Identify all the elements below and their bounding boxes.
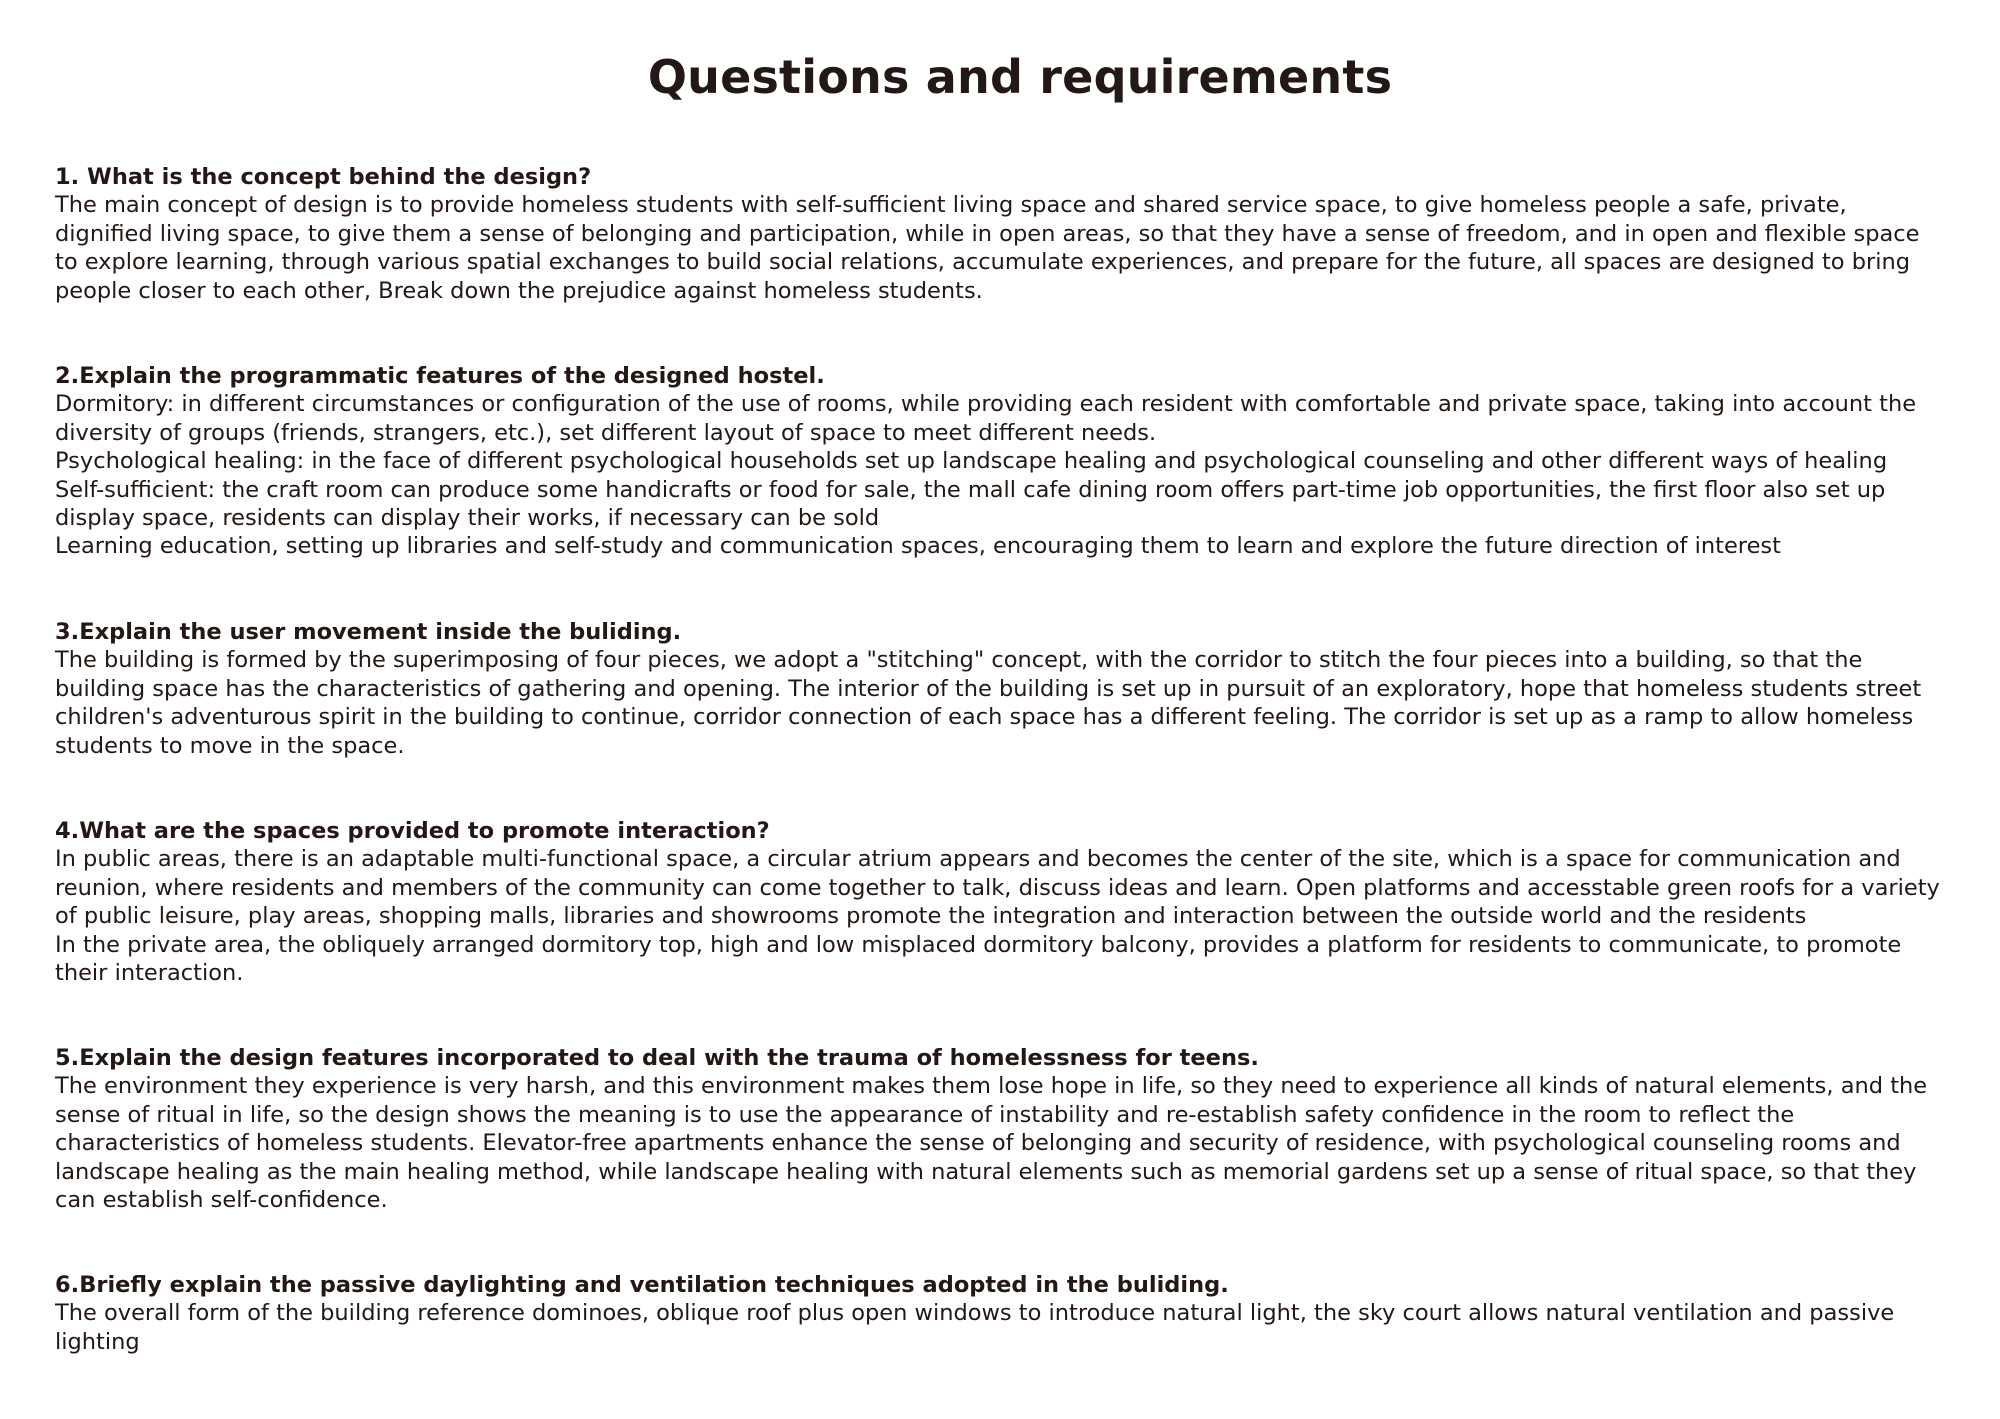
question-heading-3: 3.Explain the user movement inside the buliding. [55, 619, 682, 645]
question-section-6 [55, 1271, 1975, 1356]
question-heading-4: 4.What are the spaces provided to promote interaction? [55, 818, 770, 844]
question-section-1 [55, 163, 1975, 305]
question-heading-5: 5.Explain the design features incorporated to deal with the trauma of homelessness for teens. [55, 1045, 1259, 1071]
answer-text-5: The environment they experience is very harsh, and this environment makes them lose hope in life, so they need to experience all kinds of natural elements, and the sense of ritual in life, so the design shows the meaning is to use the appearance of instability and re-establish safety confidence in the room to reflect the characteristics of homeless students. Elevator-free apartments enhance the sense of belonging and security of residence, with psychological counseling rooms and landscape healing as the main healing method, while landscape healing with natural elements such as memorial gardens set up a sense of ritual space, so that they can establish self-confidence. [55, 1073, 1928, 1214]
answer-text-6: The overall form of the building reference dominoes, oblique roof plus open windows to introduce natural light, the sky court allows natural ventilation and passive lighting [55, 1300, 1895, 1355]
question-section-3 [55, 618, 1975, 760]
answer-text-1: The main concept of design is to provide homeless students with self-sufficient living space and shared service space, to give homeless people a safe, private, dignified living space, to give them a sense of belonging and participation, while in open areas, so that they have a sense of freedom, and in open and flexible space to explore learning, through various spatial exchanges to build social relations, accumulate experiences, and prepare for the future, all spaces are designed to bring people closer to each other, Break down the prejudice against homeless students. [55, 192, 1920, 304]
question-section-5 [55, 1044, 1975, 1214]
answer-text-2: Dormitory: in different circumstances or configuration of the use of rooms, while providing each resident with comfortable and private space, taking into account the diversity of groups (friends, strangers, etc.), set different layout of space to meet different needs. Psychological healing: in the face of different psychological households set up landscape healing and psychological counseling and other different ways of healing Self-sufficient: the craft room can produce some handicrafts or food for sale, the mall cafe dining room offers part-time job opportunities, the first floor also set up display space, residents can display their works, if necessary can be sold Learning education, setting up libraries and self-study and communication spaces, encouraging them to learn and explore the future direction of interest [55, 391, 1917, 560]
question-section-2 [55, 362, 1975, 561]
question-heading-2: 2.Explain the programmatic features of the designed hostel. [55, 363, 825, 389]
question-heading-6: 6.Briefly explain the passive daylighting and ventilation techniques adopted in the buliding. [55, 1272, 1229, 1298]
question-section-4 [55, 817, 1975, 987]
answer-text-4: In public areas, there is an adaptable multi-functional space, a circular atrium appears and becomes the center of the site, which is a space for communication and reunion, where residents and members of the community can come together to talk, discuss ideas and learn. Open platforms and accesstable green roofs for a variety of public leisure, play areas, shopping malls, libraries and showrooms promote the integration and interaction between the outside world and the residents In the private area, the obliquely arranged dormitory top, high and low misplaced dormitory balcony, provides a platform for residents to communicate, to promote their interaction. [55, 846, 1940, 987]
question-heading-1: 1. What is the concept behind the design? [55, 164, 592, 190]
answer-text-3: The building is formed by the superimposing of four pieces, we adopt a "stitching" concept, with the corridor to stitch the four pieces into a building, so that the building space has the characteristics of gathering and opening. The interior of the building is set up in pursuit of an exploratory, hope that homeless students street children's adventurous spirit in the building to continue, corridor connection of each space has a different feeling. The corridor is set up as a ramp to allow homeless students to move in the space. [55, 647, 1922, 759]
page-title: Questions and requirements [647, 50, 1393, 104]
